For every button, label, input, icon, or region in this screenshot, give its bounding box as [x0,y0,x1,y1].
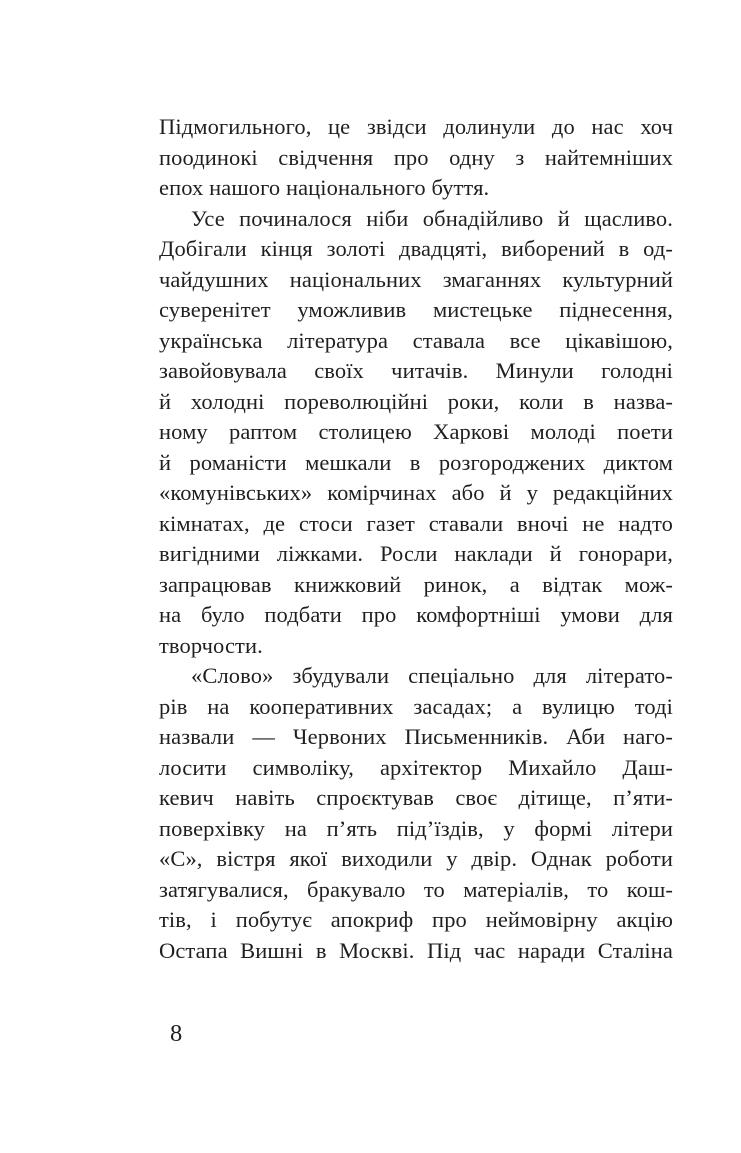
text-line: «Слово» збудували спеціально для літерато- [191,663,673,688]
text-line: епох нашого національного буття. [159,175,490,200]
page-number: 8 [170,1020,183,1047]
text-line: Остапа Вишні в Москві. Під час наради Сталіна [159,937,673,963]
paragraph [159,204,673,662]
paragraph [159,661,673,966]
text-line: кевич навіть спроєктував своє дітище, п’яти- [159,785,673,810]
text-line: рів на кооперативних засадах; а вулицю тоді [159,693,673,719]
text-line: суверенітет уможливив мистецьке піднесення, [159,297,673,322]
text-line: назвали — Червоних Письменників. Аби наго- [159,724,673,749]
text-line: вигідними ліжками. Росли наклади й гонорари, [159,541,673,566]
text-line: «С», вістря якої виходили у двір. Однак роботи [159,846,673,871]
text-line: завойовувала своїх читачів. Минули голодні [159,358,673,383]
paragraph [159,112,673,204]
text-line: «комунівських» комірчинах або й у редакційних [159,480,673,505]
text-line: тів, і побутує апокриф про неймовірну акцію [159,907,673,932]
text-line: чайдушних національних змаганнях культурний [159,266,673,292]
text-line: поодинокі свідчення про одну з найтемніших [159,144,673,170]
page-text-block [159,112,673,966]
text-line: й романісти мешкали в розгороджених диктом [159,449,673,475]
text-line: Усе починалося ніби обнадійливо й щасливо. [191,205,673,231]
text-line: ному раптом столицею Харкові молоді поети [159,419,673,444]
text-line: запрацював книжковий ринок, а відтак мож- [159,571,673,597]
text-line: поверхівку на п’ять під’їздів, у формі літери [159,815,673,841]
text-line: творчости. [159,632,263,658]
text-line: Добігали кінця золоті двадцяті, виборений в од- [159,236,673,261]
text-line: затягувалися, бракувало то матеріалів, то кош- [159,876,673,902]
text-line: кімнатах, де стоси газет ставали вночі не надто [159,510,673,536]
text-line: українська література ставала все цікавішою, [159,327,673,353]
text-line: й холодні пореволюційні роки, коли в назва- [159,388,673,414]
text-line: Підмогильного, це звідси долинули до нас хоч [159,114,673,139]
text-line: лосити символіку, архітектор Михайло Даш- [159,754,673,780]
text-line: на було подбати про комфортніші умови для [159,602,673,627]
